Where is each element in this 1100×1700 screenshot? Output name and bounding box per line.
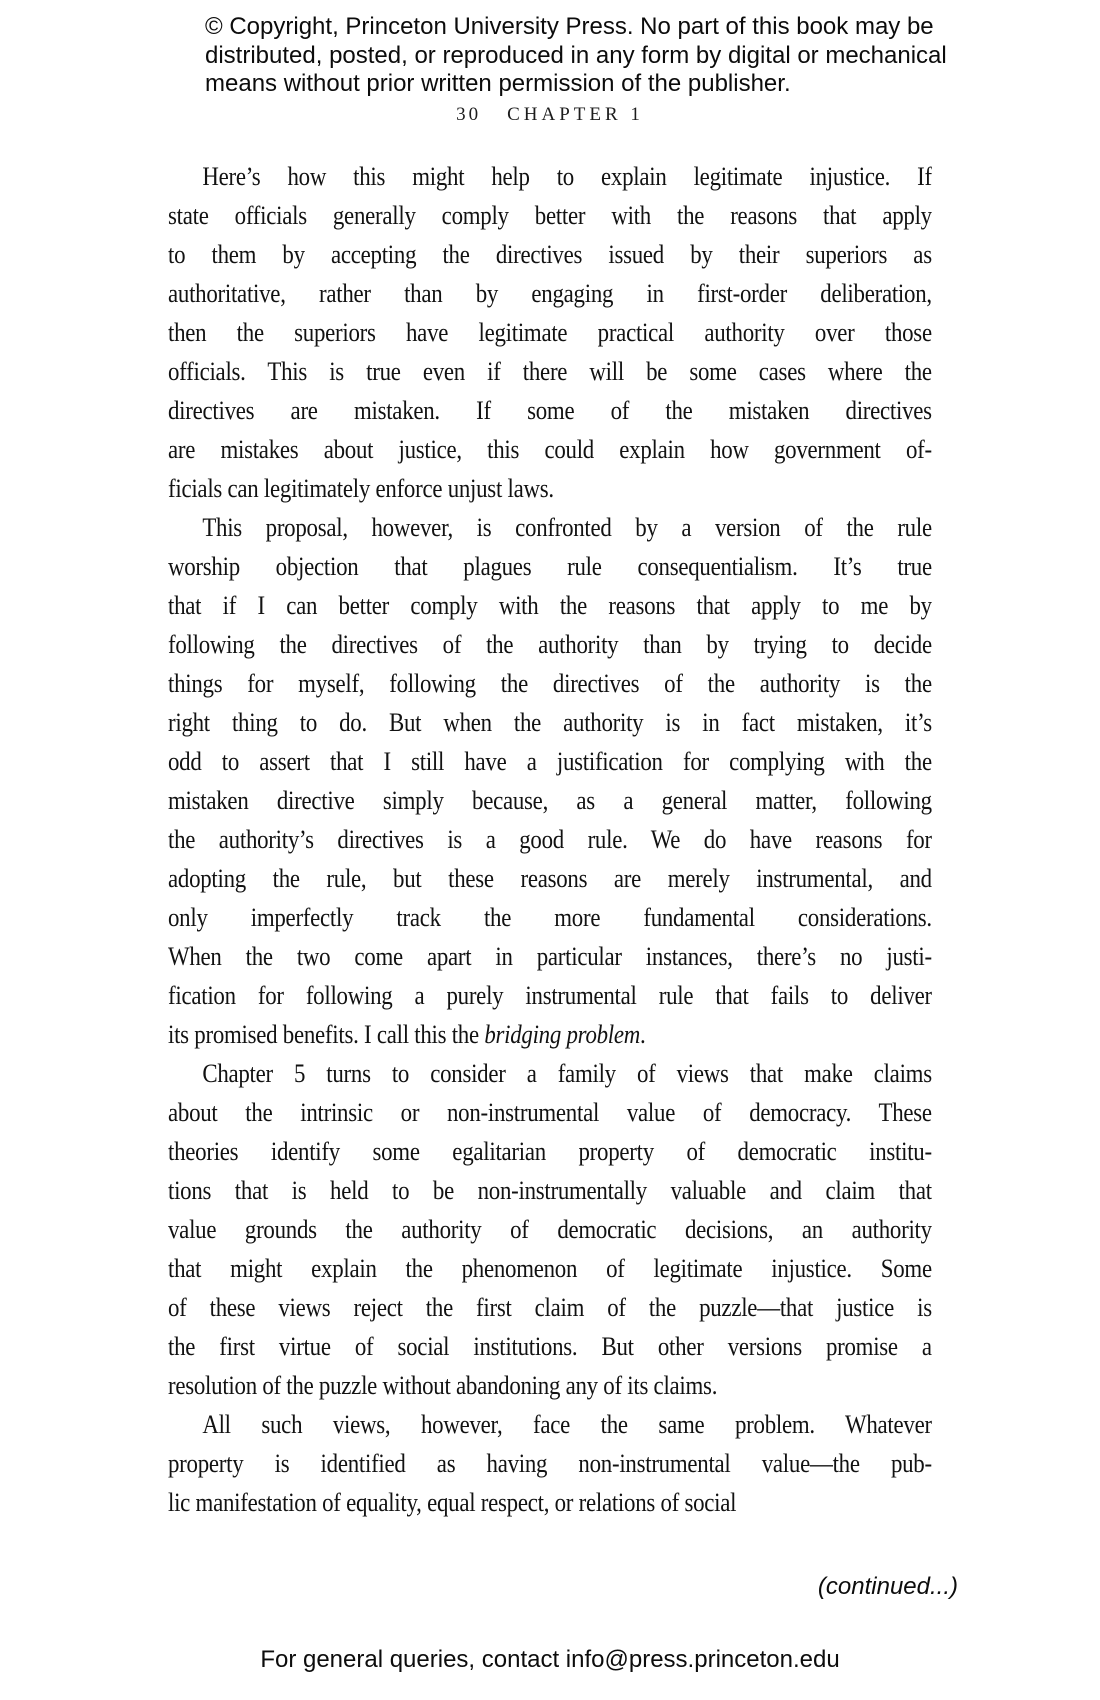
body-line: authoritative, rather than by engaging in first-order deliberation, [168,279,932,308]
body-line: the first virtue of social institutions. But other versions promise a [168,1332,932,1361]
body-line: This proposal, however, is confronted by a version of the rule [202,513,932,542]
body-line: When the two come apart in particular instances, there’s no justi- [168,942,932,971]
body-line: tions that is held to be non-instrumentally valuable and claim that [168,1176,932,1205]
body-line: mistaken directive simply because, as a general matter, following [168,786,932,815]
copyright-line: means without prior written permission of the publisher. [205,70,791,97]
body-line: then the superiors have legitimate practical authority over those [168,318,932,347]
running-head [168,104,932,126]
body-line: odd to assert that I still have a justification for complying with the [168,747,932,776]
body-line: things for myself, following the directives of the authority is the [168,669,932,698]
body-line: lic manifestation of equality, equal respect, or relations of social [168,1488,737,1517]
body-line: value grounds the authority of democratic decisions, an authority [168,1215,932,1244]
body-line: following the directives of the authority than by trying to decide [168,630,932,659]
body-line: directives are mistaken. If some of the mistaken directives [168,396,932,425]
body-line: to them by accepting the directives issued by their superiors as [168,240,932,269]
copyright-line: © Copyright, Princeton University Press. No part of this book may be [205,13,934,40]
body-line: property is identified as having non-instrumental value—the pub- [168,1449,932,1478]
body-text [168,157,932,1522]
body-line: Here’s how this might help to explain legitimate injustice. If [202,162,932,191]
body-line: about the intrinsic or non-instrumental value of democracy. These [168,1098,932,1127]
body-line: adopting the rule, but these reasons are merely instrumental, and [168,864,932,893]
body-line: worship objection that plagues rule consequentialism. It’s true [168,552,932,581]
body-line: of these views reject the first claim of the puzzle—that justice is [168,1293,932,1322]
body-line: the authority’s directives is a good rule. We do have reasons for [168,825,932,854]
body-line: All such views, however, face the same problem. Whatever [202,1410,932,1439]
body-line: that if I can better comply with the reasons that apply to me by [168,591,932,620]
body-line: Chapter 5 turns to consider a family of views that make claims [202,1059,932,1088]
body-line: resolution of the puzzle without abandoning any of its claims. [168,1371,718,1400]
body-line: state officials generally comply better with the reasons that apply [168,201,932,230]
body-line: right thing to do. But when the authority is in fact mistaken, it’s [168,708,932,737]
body-line: officials. This is true even if there will be some cases where the [168,357,932,386]
body-line: only imperfectly track the more fundamental considerations. [168,903,932,932]
continued-note: (continued...) [817,1573,958,1600]
body-line: ficials can legitimately enforce unjust laws. [168,474,554,503]
body-line: that might explain the phenomenon of legitimate injustice. Some [168,1254,932,1283]
page-number: 30 [456,104,482,125]
copyright-notice [205,13,947,99]
body-line: fication for following a purely instrumental rule that fails to deliver [168,981,932,1010]
body-line: theories identify some egalitarian property of democratic institu- [168,1137,932,1166]
footer-contact: For general queries, contact info@press.princeton.edu [260,1646,840,1673]
body-line: are mistakes about justice, this could explain how government of- [168,435,932,464]
chapter-title: CHAPTER 1 [507,104,644,125]
body-line: its promised benefits. I call this the bridging problem. [168,1020,646,1049]
copyright-line: distributed, posted, or reproduced in any form by digital or mechanical [205,41,947,69]
